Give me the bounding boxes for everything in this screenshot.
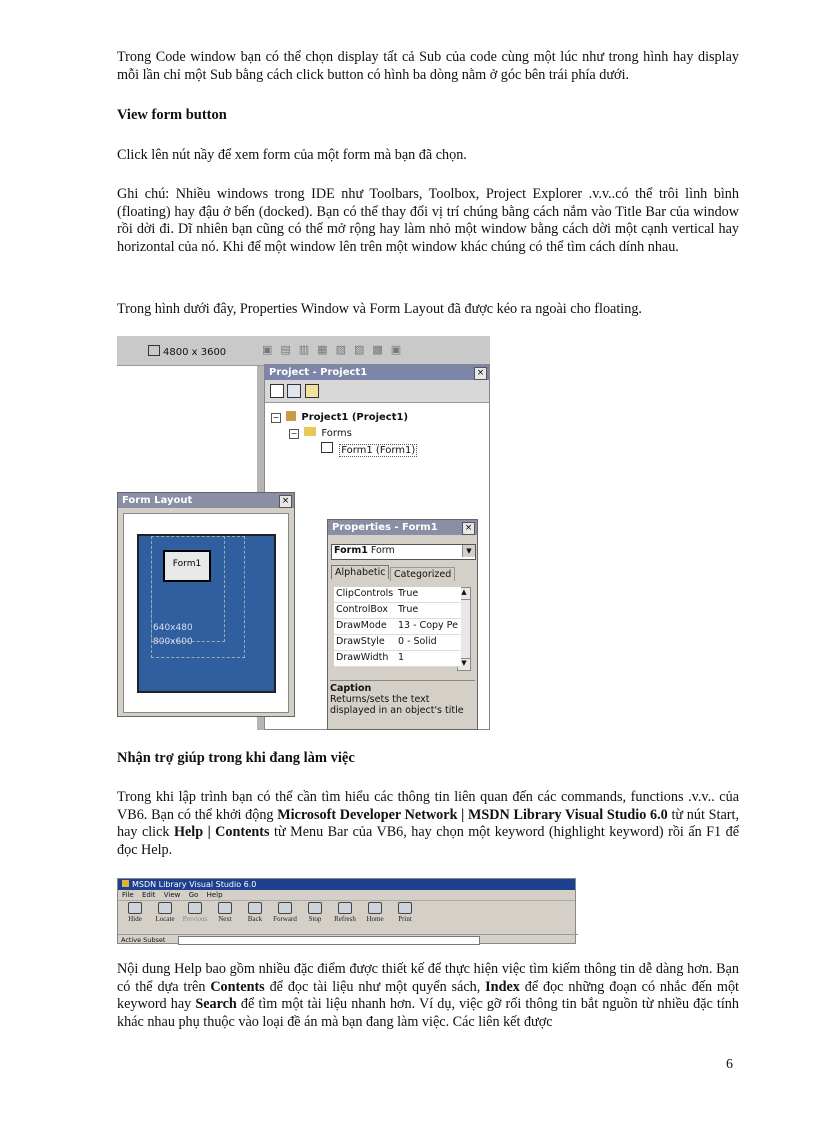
view-form-paragraph: Click lên nút nầy để xem form của một form mà bạn đã chọn. <box>117 147 467 163</box>
help-paragraph-1: Trong khi lập trình bạn có thể cần tìm hiểu các thông tin liên quan đến các commands, functions .v.v.. của VB6. Bạn có thể khởi động Microsoft Developer Network | MSDN Library Visual Studio 6.0 từ nút Start, hay click Help | Contents từ Menu Bar của VB6, hay chọn một keyword (highlight keyword) rồi ấn F1 để đọc Help. <box>117 789 739 858</box>
monitor-frame <box>123 513 289 713</box>
stop-icon <box>308 902 322 914</box>
scroll-up-icon[interactable]: ▲ <box>458 588 470 600</box>
help-paragraph-2: Nội dung Help bao gồm nhiều đặc điểm được thiết kế để thực hiện việc tìm kiếm thông tin dễ dàng hơn. Bạn có thể dựa trên Contents để đọc tài liệu như một quyển sách, Index để đọc những đoạn có nhắc đến một keyword hay Search để tìm một tài liệu nhanh hơn. Ví dụ, việc gỡ rối thông tin bắt nguồn từ nhiều đặc tính khác nhau phụ thuộc vào loại đề án mà bạn đang làm việc. Các liên kết được <box>117 961 739 1030</box>
figure-caption: Trong hình dưới đây, Properties Window và Form Layout đã được kéo ra ngoài cho floating. <box>117 301 642 317</box>
printer-icon <box>398 902 412 914</box>
form-icon <box>321 442 333 453</box>
menu-go[interactable]: Go <box>188 891 199 899</box>
arrow-up-icon <box>188 902 202 914</box>
arrow-down-icon <box>218 902 232 914</box>
subset-dropdown[interactable] <box>178 936 480 945</box>
res-640-label: 640x480 <box>153 623 193 633</box>
ruler-icon <box>148 345 160 356</box>
arrow-right-icon <box>278 902 292 914</box>
page-number: 6 <box>726 1057 733 1072</box>
property-row[interactable]: DrawStyle 0 - Solid <box>334 635 461 651</box>
home-button[interactable]: Home <box>358 902 392 923</box>
help-heading: Nhận trợ giúp trong khi đang làm việc <box>117 750 355 766</box>
form-layout-title[interactable]: Form Layout <box>118 493 294 508</box>
project-explorer-title[interactable]: Project - Project1 <box>265 365 489 380</box>
hide-icon <box>128 902 142 914</box>
tab-categorized[interactable]: Categorized <box>390 567 455 581</box>
menu-edit[interactable]: Edit <box>141 891 156 899</box>
view-form-heading: View form button <box>117 107 227 123</box>
menu-view[interactable]: View <box>163 891 181 899</box>
tree-forms-folder[interactable]: − Forms <box>290 428 352 439</box>
layout-form-preview[interactable]: Form1 <box>163 550 211 582</box>
locate-icon <box>158 902 172 914</box>
view-object-icon[interactable] <box>287 384 301 398</box>
project-icon <box>286 411 296 421</box>
menu-file[interactable]: File <box>122 891 134 899</box>
project-close-icon[interactable]: × <box>474 367 487 380</box>
project-toolbar <box>265 380 489 403</box>
chevron-down-icon[interactable]: ▼ <box>462 545 475 557</box>
refresh-button[interactable]: Refresh <box>328 902 362 923</box>
toolbar-icons: ▣▤▥▦▧▨▩▣ <box>262 343 410 356</box>
property-row[interactable]: ClipControls True <box>334 587 461 603</box>
hide-button[interactable]: Hide <box>118 902 152 923</box>
msdn-app-icon <box>122 880 129 887</box>
locate-button[interactable]: Locate <box>148 902 182 923</box>
properties-close-icon[interactable]: × <box>462 522 475 535</box>
tree-root[interactable]: − Project1 (Project1) <box>272 412 409 423</box>
back-button[interactable]: Back <box>238 902 272 923</box>
arrow-left-icon <box>248 902 262 914</box>
property-row[interactable]: DrawMode 13 - Copy Pe <box>334 619 461 635</box>
msdn-menu-bar <box>118 890 575 901</box>
print-button[interactable]: Print <box>388 902 422 923</box>
property-row[interactable]: DrawWidth 1 <box>334 651 461 667</box>
object-dropdown[interactable]: Form1 Form ▼ <box>331 544 476 560</box>
previous-button[interactable]: Previous <box>178 902 212 923</box>
menu-help[interactable]: Help <box>206 891 223 899</box>
monitor-screen <box>137 534 276 693</box>
refresh-icon <box>338 902 352 914</box>
home-icon <box>368 902 382 914</box>
properties-title[interactable]: Properties - Form1 <box>328 520 477 535</box>
form-layout-window[interactable] <box>117 492 295 717</box>
msdn-title-bar: MSDN Library Visual Studio 6.0 <box>118 879 575 890</box>
toggle-folders-icon[interactable] <box>305 384 319 398</box>
tab-alphabetic[interactable]: Alphabetic <box>331 565 389 579</box>
forward-button[interactable]: Forward <box>268 902 302 923</box>
description-pane: Caption Returns/sets the text displayed in an object's title <box>330 680 475 731</box>
form-layout-close-icon[interactable]: × <box>279 495 292 508</box>
view-code-icon[interactable] <box>270 384 284 398</box>
size-readout: 4800 x 3600 <box>148 345 226 358</box>
tree-form-item[interactable]: Form1 (Form1) <box>321 442 417 456</box>
collapse-icon[interactable]: − <box>272 413 280 422</box>
res-800-label: 800x600 <box>153 637 193 647</box>
stop-button[interactable]: Stop <box>298 902 332 923</box>
msdn-subset-bar: Active Subset <box>118 934 578 945</box>
folder-icon <box>304 427 316 436</box>
note-paragraph: Ghi chú: Nhiều windows trong IDE như Toolbars, Toolbox, Project Explorer .v.v..có thể trôi lình bình (floating) hay đậu ở bến (docked). Bạn có thể thay đổi vị trí chúng bằng cách nắm vào Title Bar của window rồi dời đi. Dĩ nhiên bạn cũng có thể mở rộng hay làm nhỏ một window bằng cách dời một cạnh vertical hay horizontal của nó. Khi để một window lên trên một window khác chúng có thể tìm cách dính nhau. <box>117 186 739 255</box>
scroll-down-icon[interactable]: ▼ <box>458 658 470 670</box>
next-button[interactable]: Next <box>208 902 242 923</box>
collapse-icon[interactable]: − <box>290 429 298 438</box>
property-row[interactable]: ControlBox True <box>334 603 461 619</box>
intro-paragraph: Trong Code window bạn có thể chọn display tất cả Sub của code cùng một lúc như trong hình hay display mỗi lần chỉ một Sub bằng cách click button có hình ba dòng nằm ở góc bên trái phía dưới. <box>117 49 739 83</box>
